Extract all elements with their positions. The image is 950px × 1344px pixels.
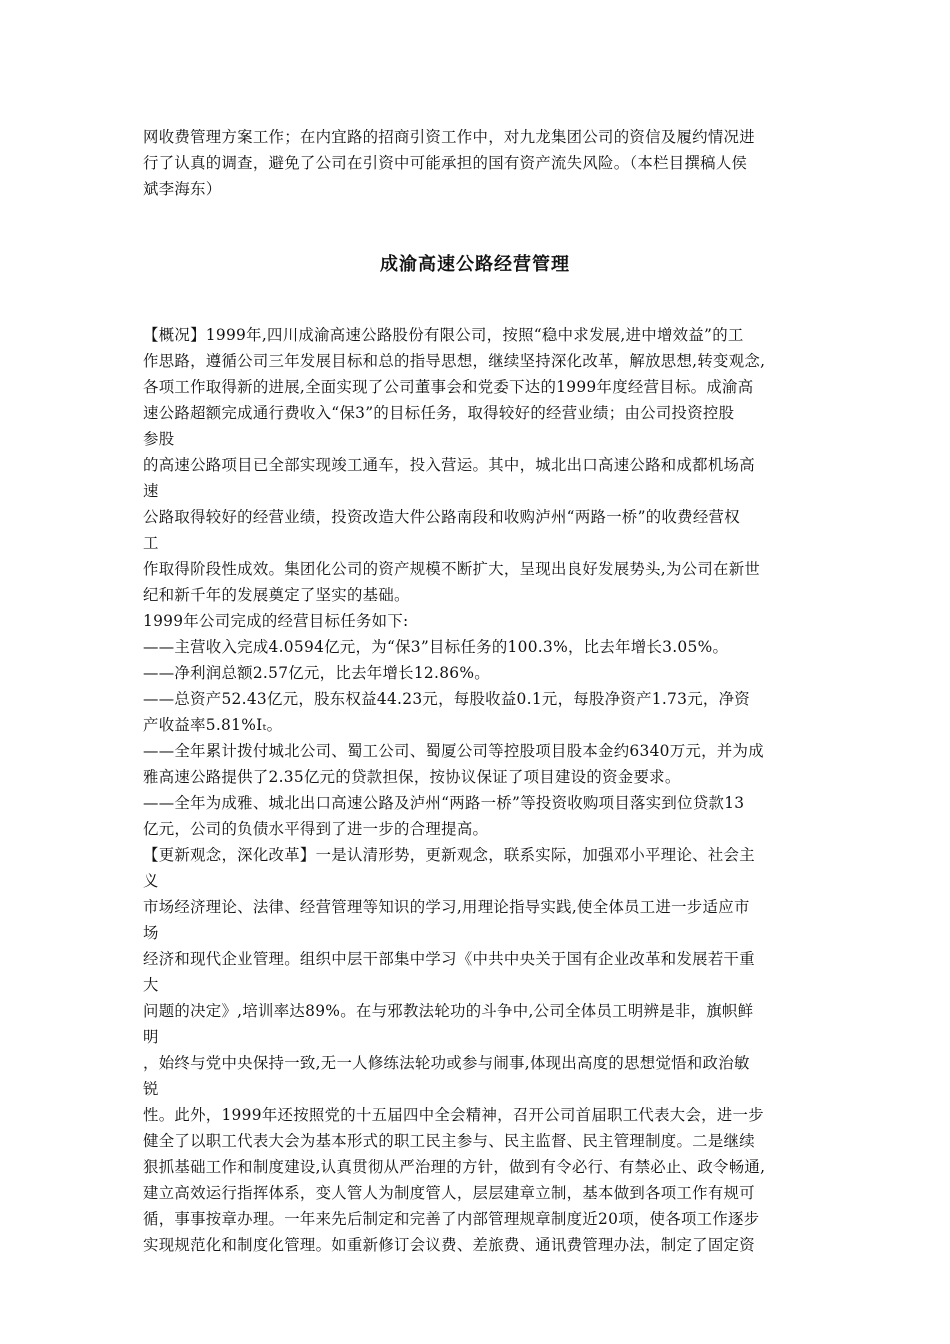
body-line: 义 bbox=[143, 872, 159, 890]
body-line: 速 bbox=[143, 482, 159, 500]
body-line: 1999年公司完成的经营目标任务如下: bbox=[143, 612, 409, 630]
body-line: 速公路超额完成通行费收入“保3”的目标任务，取得较好的经营业绩；由公司投资控股 bbox=[143, 404, 735, 422]
body-line: 参股 bbox=[143, 430, 175, 448]
body-line: 性。此外，1999年还按照党的十五届四中全会精神，召开公司首届职工代表大会，进一步 bbox=[143, 1106, 764, 1124]
body-line: 【概况】1999年,四川成渝高速公路股份有限公司，按照“稳中求发展,进中增效益”的工 bbox=[143, 326, 744, 344]
intro-line: 斌李海东） bbox=[143, 180, 222, 198]
body-line: 问题的决定》,培训率达89%。在与邪教法轮功的斗争中,公司全体员工明辨是非，旗帜鲜 bbox=[143, 1002, 754, 1020]
body-line: 亿元，公司的负债水平得到了进一步的合理提高。 bbox=[143, 820, 489, 838]
section-title: 成渝高速公路经营管理 bbox=[380, 254, 570, 275]
body-line: ——总资产52.43亿元，股东权益44.23元，每股收益0.1元，每股净资产1.73元，净资 bbox=[143, 690, 750, 708]
body-line: 纪和新千年的发展奠定了坚实的基础。 bbox=[143, 586, 410, 604]
body-line: 工 bbox=[143, 534, 159, 552]
body-line: 明 bbox=[143, 1028, 159, 1046]
body-text bbox=[143, 322, 823, 1258]
body-line: 公路取得较好的经营业绩，投资改造大件公路南段和收购泸州“两路一桥”的收费经营权 bbox=[143, 508, 740, 526]
body-line: ，始终与党中央保持一致,无一人修练法轮功或参与闹事,体现出高度的思想觉悟和政治敏 bbox=[143, 1054, 750, 1072]
body-line: 锐 bbox=[143, 1080, 159, 1098]
body-line: 狠抓基础工作和制度建设,认真贯彻从严治理的方针，做到有令必行、有禁必止、政令畅通, bbox=[143, 1158, 766, 1176]
body-line: ——全年为成雅、城北出口高速公路及泸州“两路一桥”等投资收购项目落实到位贷款13 bbox=[143, 794, 745, 812]
intro-paragraph bbox=[143, 124, 823, 202]
body-line: 循，事事按章办理。一年来先后制定和完善了内部管理规章制度近20项，使各项工作逐步 bbox=[143, 1210, 760, 1228]
body-line: 大 bbox=[143, 976, 159, 994]
body-line: 产收益率5.81%Iₜ。 bbox=[143, 716, 283, 734]
body-line: 作思路，遵循公司三年发展目标和总的指导思想，继续坚持深化改革，解放思想,转变观念, bbox=[143, 352, 766, 370]
body-line: ——净利润总额2.57亿元，比去年增长12.86%。 bbox=[143, 664, 491, 682]
body-line: 健全了以职工代表大会为基本形式的职工民主参与、民主监督、民主管理制度。二是继续 bbox=[143, 1132, 755, 1150]
body-line: 雅高速公路提供了2.35亿元的贷款担保，按协议保证了项目建设的资金要求。 bbox=[143, 768, 681, 786]
body-line: ——主营收入完成4.0594亿元，为“保3”目标任务的100.3%，比去年增长3.05%。 bbox=[143, 638, 729, 656]
body-line: ——全年累计拨付城北公司、蜀工公司、蜀厦公司等控股项目股本金约6340万元，并为成 bbox=[143, 742, 764, 760]
body-line: 【更新观念，深化改革】一是认清形势，更新观念，联系实际，加强邓小平理论、社会主 bbox=[143, 846, 755, 864]
body-line: 各项工作取得新的进展,全面实现了公司董事会和党委下达的1999年度经营目标。成渝高 bbox=[143, 378, 754, 396]
body-line: 经济和现代企业管理。组织中层干部集中学习《中共中央关于国有企业改革和发展若干重 bbox=[143, 950, 755, 968]
body-line: 实现规范化和制度化管理。如重新修订会议费、差旅费、通讯费管理办法，制定了固定资 bbox=[143, 1236, 755, 1254]
intro-line: 行了认真的调查，避免了公司在引资中可能承担的国有资产流失风险。（本栏目撰稿人侯 bbox=[143, 154, 748, 172]
body-line: 市场经济理论、法律、经营管理等知识的学习,用理论指导实践,使全体员工进一步适应市 bbox=[143, 898, 750, 916]
body-line: 建立高效运行指挥体系，变人管人为制度管人，层层建章立制，基本做到各项工作有规可 bbox=[143, 1184, 755, 1202]
body-line: 的高速公路项目已全部实现竣工通车，投入营运。其中，城北出口高速公路和成都机场高 bbox=[143, 456, 755, 474]
intro-line: 网收费管理方案工作；在内宜路的招商引资工作中，对九龙集团公司的资信及履约情况进 bbox=[143, 128, 755, 146]
body-line: 作取得阶段性成效。集团化公司的资产规模不断扩大，呈现出良好发展势头,为公司在新世 bbox=[143, 560, 761, 578]
body-line: 场 bbox=[143, 924, 159, 942]
